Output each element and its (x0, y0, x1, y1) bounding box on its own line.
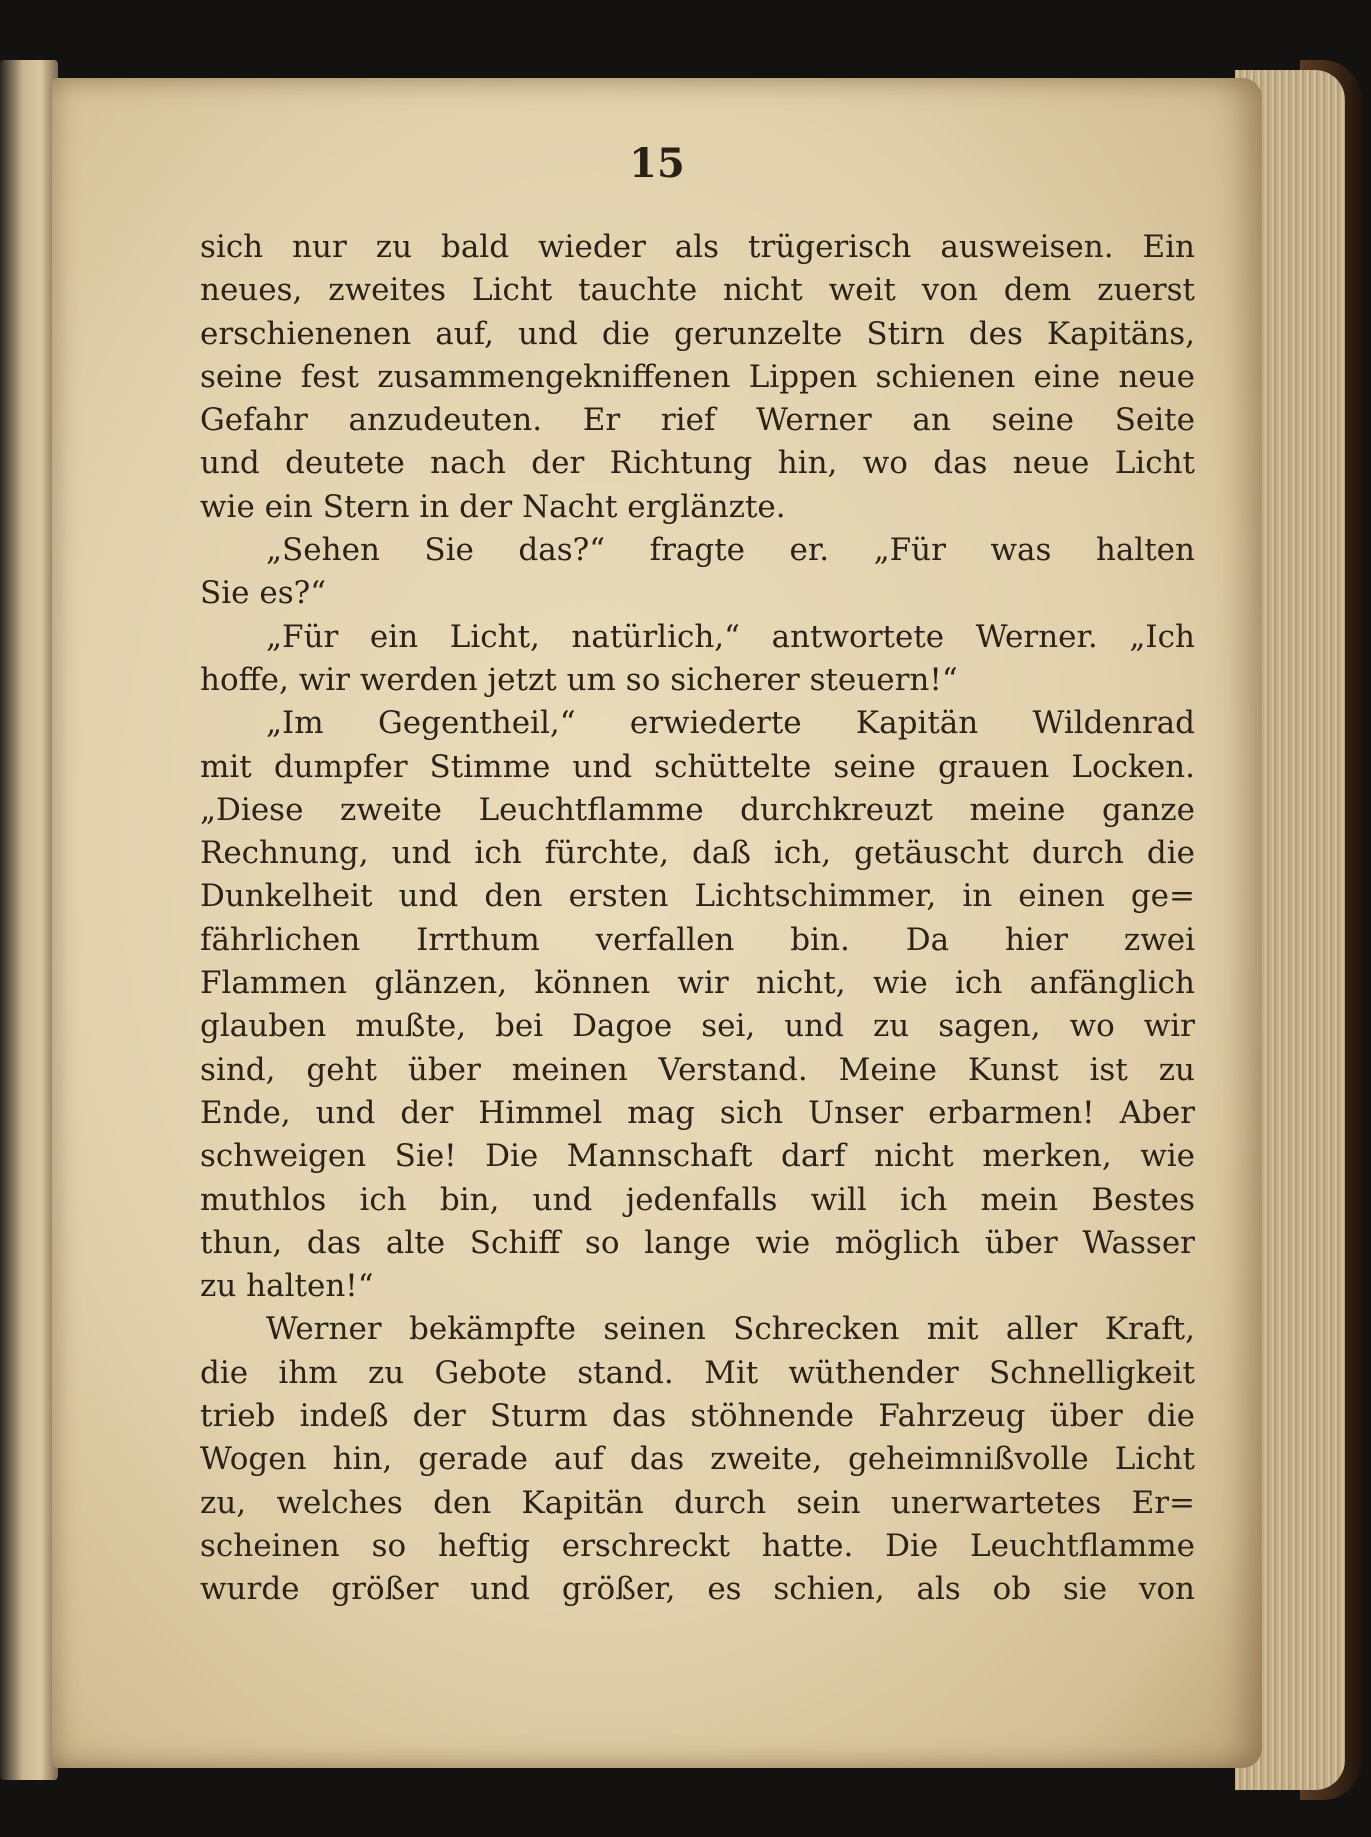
text-line: scheinen so heftig erschreckt hatte. Die Leuchtflamme (200, 1527, 1195, 1564)
body-text (200, 226, 1195, 1612)
book-page (52, 78, 1262, 1768)
text-line: Gefahr anzudeuten. Er rief Werner an seine Seite (200, 402, 1195, 439)
text-line: Dunkelheit und den ersten Lichtschimmer, in einen ge= (200, 878, 1195, 915)
text-line: mit dumpfer Stimme und schüttelte seine grauen Locken. (200, 748, 1195, 785)
left-binding (0, 60, 58, 1780)
text-line: zu, welches den Kapitän durch sein unerwartetes Er= (200, 1484, 1195, 1521)
text-line: Werner bekämpfte seinen Schrecken mit aller Kraft, (266, 1311, 1195, 1348)
text-line: „Diese zweite Leuchtflamme durchkreuzt meine ganze (200, 791, 1195, 828)
text-line: wie ein Stern in der Nacht erglänzte. (200, 488, 786, 525)
text-line: seine fest zusammengekniffenen Lippen schienen eine neue (200, 358, 1195, 395)
text-line: hoffe, wir werden jetzt um so sicherer steuern!“ (200, 661, 958, 698)
text-line: Sie es?“ (200, 575, 327, 612)
text-line: fährlichen Irrthum verfallen bin. Da hier zwei (200, 921, 1195, 958)
text-line: trieb indeß der Sturm das stöhnende Fahrzeug über die (200, 1398, 1195, 1435)
text-line: Wogen hin, gerade auf das zweite, geheimnißvolle Licht (200, 1441, 1195, 1478)
text-line: Flammen glänzen, können wir nicht, wie ich anfänglich (200, 965, 1195, 1002)
text-line: muthlos ich bin, und jedenfalls will ich mein Bestes (200, 1181, 1195, 1218)
text-line: erschienenen auf, und die gerunzelte Stirn des Kapitäns, (200, 315, 1195, 352)
text-line: „Sehen Sie das?“ fragte er. „Für was halten (266, 532, 1195, 569)
text-line: Rechnung, und ich fürchte, daß ich, getäuscht durch die (200, 835, 1195, 872)
text-line: glauben mußte, bei Dagoe sei, und zu sagen, wo wir (200, 1008, 1195, 1045)
text-line: schweigen Sie! Die Mannschaft darf nicht merken, wie (200, 1138, 1195, 1175)
text-line: sind, geht über meinen Verstand. Meine Kunst ist zu (200, 1051, 1195, 1088)
page-number: 15 (629, 140, 685, 187)
text-line: thun, das alte Schiff so lange wie möglich über Wasser (200, 1224, 1195, 1261)
text-line: „Für ein Licht, natürlich,“ antwortete Werner. „Ich (266, 618, 1195, 655)
text-line: neues, zweites Licht tauchte nicht weit von dem zuerst (200, 272, 1195, 309)
text-line: zu halten!“ (200, 1268, 374, 1305)
text-line: „Im Gegentheil,“ erwiederte Kapitän Wildenrad (266, 705, 1195, 742)
text-line: Ende, und der Himmel mag sich Unser erbarmen! Aber (200, 1094, 1195, 1131)
text-line: sich nur zu bald wieder als trügerisch ausweisen. Ein (200, 229, 1195, 265)
text-line: wurde größer und größer, es schien, als ob sie von (200, 1571, 1195, 1608)
text-line: die ihm zu Gebote stand. Mit wüthender Schnelligkeit (200, 1354, 1195, 1391)
text-line: und deutete nach der Richtung hin, wo das neue Licht (200, 445, 1195, 482)
